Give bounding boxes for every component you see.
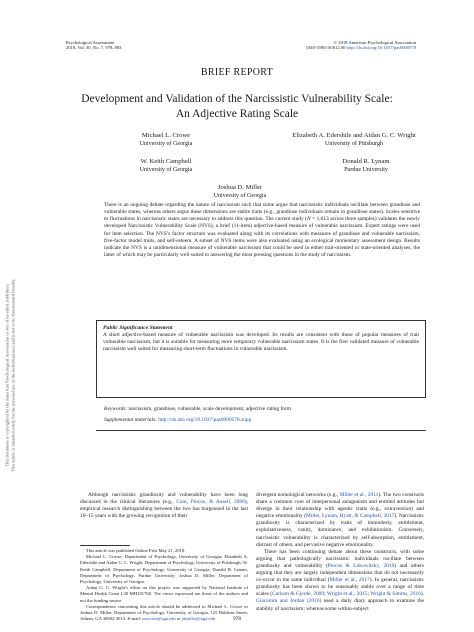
journal-volume: 2018, Vol. 30, No. 7, 978–983 [66,45,122,51]
body-text: ), empirical research distinguishing between the two has burgeoned in the last 10–15 years with the growing recognition of their [80,499,248,520]
issn-doi-line [306,45,416,50]
citation-link[interactable]: Carlson & Gjerde, 2009 [272,591,325,598]
citation-link[interactable]: Cain, Pincus, & Ansell, 2008 [176,499,245,506]
footnote-text: or [175,616,182,622]
author-affiliation: University of Georgia [139,141,193,147]
body-text: There has been continuing debate about these constructs, with some arguing that pathologically narcissistic individuals oscillate between grandiosity and vulnerability ( [256,548,424,569]
page-number: 978 [232,616,242,622]
body-text: ). In general, narcissistic grandiosity has been shown to be reasonably stable over a range of time scales ( [256,577,424,598]
issn: 1040-3590/18/$12.00 [305,45,346,51]
keywords [104,406,420,413]
side-note-line-2: This article is intended solely for the personal use of the individual user and is not to be disseminated broadly. [10,278,16,472]
copyright-side-note [3,160,17,590]
body-text: divergent nomological networks (e.g., [256,492,340,498]
citation-link[interactable]: Miller et al., 2011 [339,492,379,498]
body-paragraph [256,549,424,613]
abstract-text-1: There is an ongoing debate regarding the nature of narcissism such that some argue that narcissistic individuals oscillate between grandiose and vulnerable states, whereas others argue these dimensions are stable traits (e.g., grandiose individuals remain in grandiose states). Scales sensitive to fluctuations in narcissistic states are necessary to address this question. The current study ( [104,202,420,223]
supplemental-link[interactable]: http://dx.doi.org/10.1037/pas0000578.supp [158,417,252,423]
footnote-line: Aidan G. C. Wright’s effort on this project was supported by National Institute of Mental Health Grant L30 MH101760. The views expressed are those of the authors and not the funding source. [80,585,248,603]
author-block [96,132,236,148]
footnote-divider [80,545,130,546]
journal-header [66,40,121,51]
author-name: Donald R. Lynam [342,158,390,165]
email-link[interactable]: jdmiller@uga.edu [181,616,216,622]
journal-name: Psychological Assessment [66,40,115,45]
doi-link[interactable]: http://dx.doi.org/10.1037/pas0000578 [346,45,416,51]
email-link[interactable]: mcrowe@uga.edu [142,616,176,622]
footnote-text: Correspondence concerning this article should be addressed to Michael L. Crowe or Joshua D. Miller, Department of Psychology, University of Georgia, 125 Baldwin Street, Athens, GA 30602-3013. E-mail: [80,603,248,622]
body-paragraph [80,492,248,520]
abstract [104,202,420,259]
copyright-header [306,40,416,51]
body-text: used a daily diary approach to examine the stability of narcissism; whereas some within-subject [256,598,425,612]
public-significance-body: A short adjective-based measure of vulnerable narcissism was developed. Its results are consistent with those of popular measures of trait vulnerable narcissism, but it is suitable for measuring more temporary vulnerable narcissism states. It is the first validated measure of vulnerable narcissism well suited for measuring short-term fluctuations in vulnerable narcissism. [103,332,419,353]
citation-link[interactable]: Pincus & Lukowitsky, 2010 [327,562,395,569]
supplemental-materials [104,417,420,424]
abstract-n-symbol: N [306,216,311,223]
copyright-line: © 2018 American Psychological Association [333,40,416,45]
author-footnote [80,548,248,622]
supplemental-label: Supplemental materials: [104,417,157,423]
body-column-right [256,492,424,613]
body-text: ). Narcissistic grandiosity is characterized by traits of immodesty, entitlement, exploitativeness, vanity, dominance, and exhibitionism. Conversely, narcissistic vulnerability is characterized by self-absorption, entitlement, distrust of others, and pervasive negative emotionality. [256,513,425,548]
citation-link[interactable]: Wright et al., 2015 [326,591,368,598]
author-affiliation: University of Georgia [213,193,267,199]
article-title [50,92,424,122]
author-block [296,158,436,174]
body-paragraph [256,492,424,549]
author-name: W. Keith Campbell [140,158,192,165]
body-text: ) and others arguing that they are largely independent dimensions that do not necessarily co-occur in the same individual ( [256,562,424,584]
body-text: ). The two constructs share a common core of interpersonal antagonism and entitled attitudes but diverge in their relationship with agentic traits (e.g., extraversion) and negative emotionality ( [256,492,424,520]
footnote-line: This article was published Online First May 21, 2018. [86,548,186,553]
author-name: Michael L. Crowe [141,132,191,139]
citation-link[interactable]: Miller, Lynam, Hyatt, & Campbell, 2017 [306,513,395,520]
body-text: Although narcissistic grandiosity and vulnerability have been long discussed in the clinical literatures (e.g., [80,492,248,506]
body-text: ; [367,591,371,598]
body-text: ). [420,591,424,598]
author-block [170,184,310,200]
public-significance-box [96,320,426,398]
author-name: Joshua D. Miller [217,184,263,191]
section-divider [96,430,426,431]
article-type: BRIEF REPORT [200,67,274,78]
author-block [96,158,236,174]
author-affiliation: Purdue University [344,167,388,173]
body-text: ; [324,591,327,598]
citation-link[interactable]: Miller et al., 2017 [329,577,370,584]
side-note-line-1: This document is copyrighted by the American Psychological Association or one of its allied publishers. [4,283,10,467]
citation-link[interactable]: Wright & Simms, 2016 [370,591,421,598]
author-name: Elizabeth A. Edershile and Aidan G. C. Wright [292,132,416,139]
author-affiliation: University of Georgia [139,167,193,173]
author-block [256,132,452,148]
keywords-label: Keywords: [104,406,128,412]
title-line-1: Development and Validation of the Narcissistic Vulnerability Scale: [81,93,393,105]
abstract-text-2: = 1,613 across three samples) validates the newly developed Narcissistic Vulnerability Scale (NVS), a brief (11-item) adjective-based measure of vulnerable narcissism. Expert ratings were used for item selection. The NVS’s factor structure was evaluated along with its correlations with measures of grandiose and vulnerable narcissism, five-factor model traits, and self-esteem. A subset of NVS items were also evaluated using an ecological momentary assessment design. Results indicate the NVS is a unidimensional measure of vulnerable narcissism that could be used in either trait-oriented or state-oriented analyses, the latter of which may be particularly well suited to answering the most pressing questions in the study of narcissism. [104,216,421,259]
footnote-line: Michael L. Crowe, Department of Psychology, University of Georgia; Elizabeth A. Edershile and Aidan G. C. Wright, Department of Psychology, University of Pittsburgh; W. Keith Campbell, Department of Psychology, University of Georgia; Donald R. Lynam, Department of Psychology, Purdue University; Joshua D. Miller, Department of Psychology, University of Georgia. [80,554,248,585]
title-line-2: An Adjective Rating Scale [175,108,299,120]
author-affiliation: University of Pittsburgh [325,141,383,147]
citation-link[interactable]: Giacomin and Jordan (2016) [256,598,322,605]
keywords-text: narcissism, grandiose, vulnerable, scale development, adjective rating form [127,406,291,412]
body-column-left [80,492,248,520]
public-significance-heading: Public Significance Statement [103,325,173,331]
